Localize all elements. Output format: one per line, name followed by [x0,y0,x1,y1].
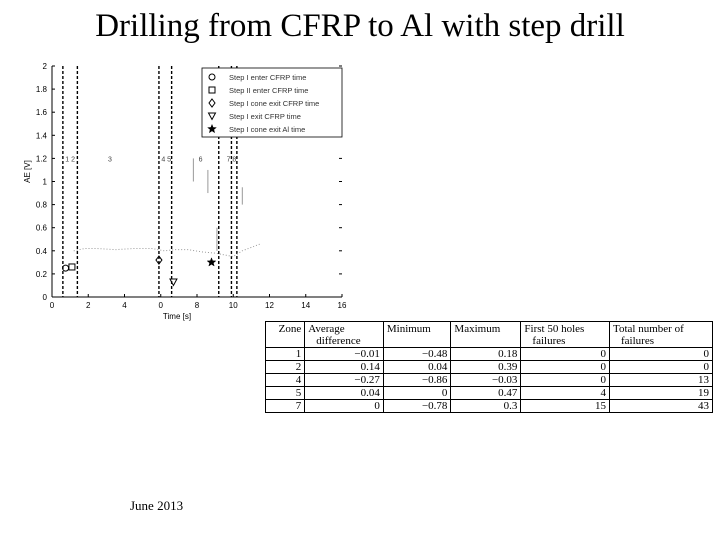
data-marker-star [207,258,216,266]
y-tick-label: 0.2 [35,269,47,279]
table-body [266,348,713,413]
table-header-cell [451,322,521,348]
y-tick-label: 1.6 [35,108,47,118]
table-cell: 0 [383,387,451,400]
x-tick-label: 16 [337,301,347,310]
y-tick-label: 2 [42,62,47,71]
table-header-cell [521,322,610,348]
table-cell: 0.47 [451,387,521,400]
table-cell: 43 [610,400,713,413]
table-header-text: Average [308,323,345,335]
ae-signal-trace [74,244,261,257]
table-cell: 0.3 [451,400,521,413]
legend-entry: Step I cone exit Al time [229,125,306,134]
y-tick-label: 0.4 [35,246,47,256]
table-cell: 2 [266,361,305,374]
y-tick-label: 0.6 [35,223,47,233]
table-cell: 0 [305,400,384,413]
table-header-row [266,322,713,348]
x-tick-label: 8 [194,301,200,310]
table-cell: 7 [266,400,305,413]
table-cell: −0.86 [383,374,451,387]
y-tick-label: 1.2 [35,154,47,164]
table-cell: −0.48 [383,348,451,361]
table-header-text: failures [532,335,566,347]
slide-title: Drilling from CFRP to Al with step drill [95,8,625,44]
table-cell: 1 [266,348,305,361]
table-cell: 15 [521,400,610,413]
table-header-text: First 50 holes [524,323,585,335]
table-row [266,400,713,413]
x-tick-label: 10 [228,301,238,310]
table-row [266,361,713,374]
legend-entry: Step I enter CFRP time [229,73,307,82]
x-tick-label: 2 [86,301,91,310]
table-cell: −0.78 [383,400,451,413]
table-header-text: Minimum [386,323,431,335]
zone-label: 1 2 [65,156,75,164]
x-tick-label: 0 [49,301,55,310]
table-header-cell [305,322,384,348]
legend-entry: Step II enter CFRP time [229,86,309,95]
y-tick-label: 1.8 [35,85,47,95]
x-tick-label: 14 [301,301,311,310]
table-cell: 0 [610,348,713,361]
table-header-text: failures [621,335,654,347]
table-row [266,348,713,361]
table-cell: 0 [521,374,610,387]
x-tick-label: 12 [265,301,274,310]
zone-label: 7 8 [226,156,237,164]
table-cell: 4 [521,387,610,400]
table-cell: 0 [610,361,713,374]
table-header-cell [383,322,451,348]
table-row [266,374,713,387]
table-cell: 0.18 [451,348,521,361]
footer-date: June 2013 [130,498,184,513]
table-cell: 0.04 [305,387,384,400]
y-tick-label: 0.8 [35,200,47,210]
y-tick-label: 0 [42,293,47,302]
table-header-cell [610,322,713,348]
table-cell: 13 [610,374,713,387]
table-cell: 0 [521,348,610,361]
table-header-text: Zone [278,323,302,335]
table-cell: 4 [266,374,305,387]
zone-label: 3 [108,156,112,164]
table-header-text: Maximum [454,323,501,335]
legend-entry: Step I exit CFRP time [229,112,301,121]
table-cell: 0.39 [451,361,521,374]
chart-legend [202,68,342,137]
ae-chart [0,56,360,326]
failure-stats-table [265,321,713,413]
table-row [266,387,713,400]
x-axis-label: Time [s] [162,312,192,321]
table-cell: 0 [521,361,610,374]
y-axis-label: AE [V] [23,160,32,183]
x-tick-label: 4 [122,301,127,310]
zone-label: 6 [198,156,203,164]
table-cell: −0.03 [451,374,521,387]
ae-chart-svg [0,56,360,326]
table-header-cell [266,322,305,348]
table-header-text: Total number of [613,323,684,335]
table-cell: −0.01 [305,348,384,361]
table-cell: 5 [266,387,305,400]
data-marker-square [69,264,75,270]
table-cell: −0.27 [305,374,384,387]
table-header-text: difference [316,335,361,347]
table-cell: 19 [610,387,713,400]
y-tick-label: 1 [42,177,47,187]
table-cell: 0.14 [305,361,384,374]
legend-entry: Step I cone exit CFRP time [229,99,320,108]
y-tick-label: 1.4 [35,131,47,141]
x-tick-label: 0 [158,301,163,310]
zone-label: 4 5 [161,156,172,164]
table-cell: 0.04 [383,361,451,374]
